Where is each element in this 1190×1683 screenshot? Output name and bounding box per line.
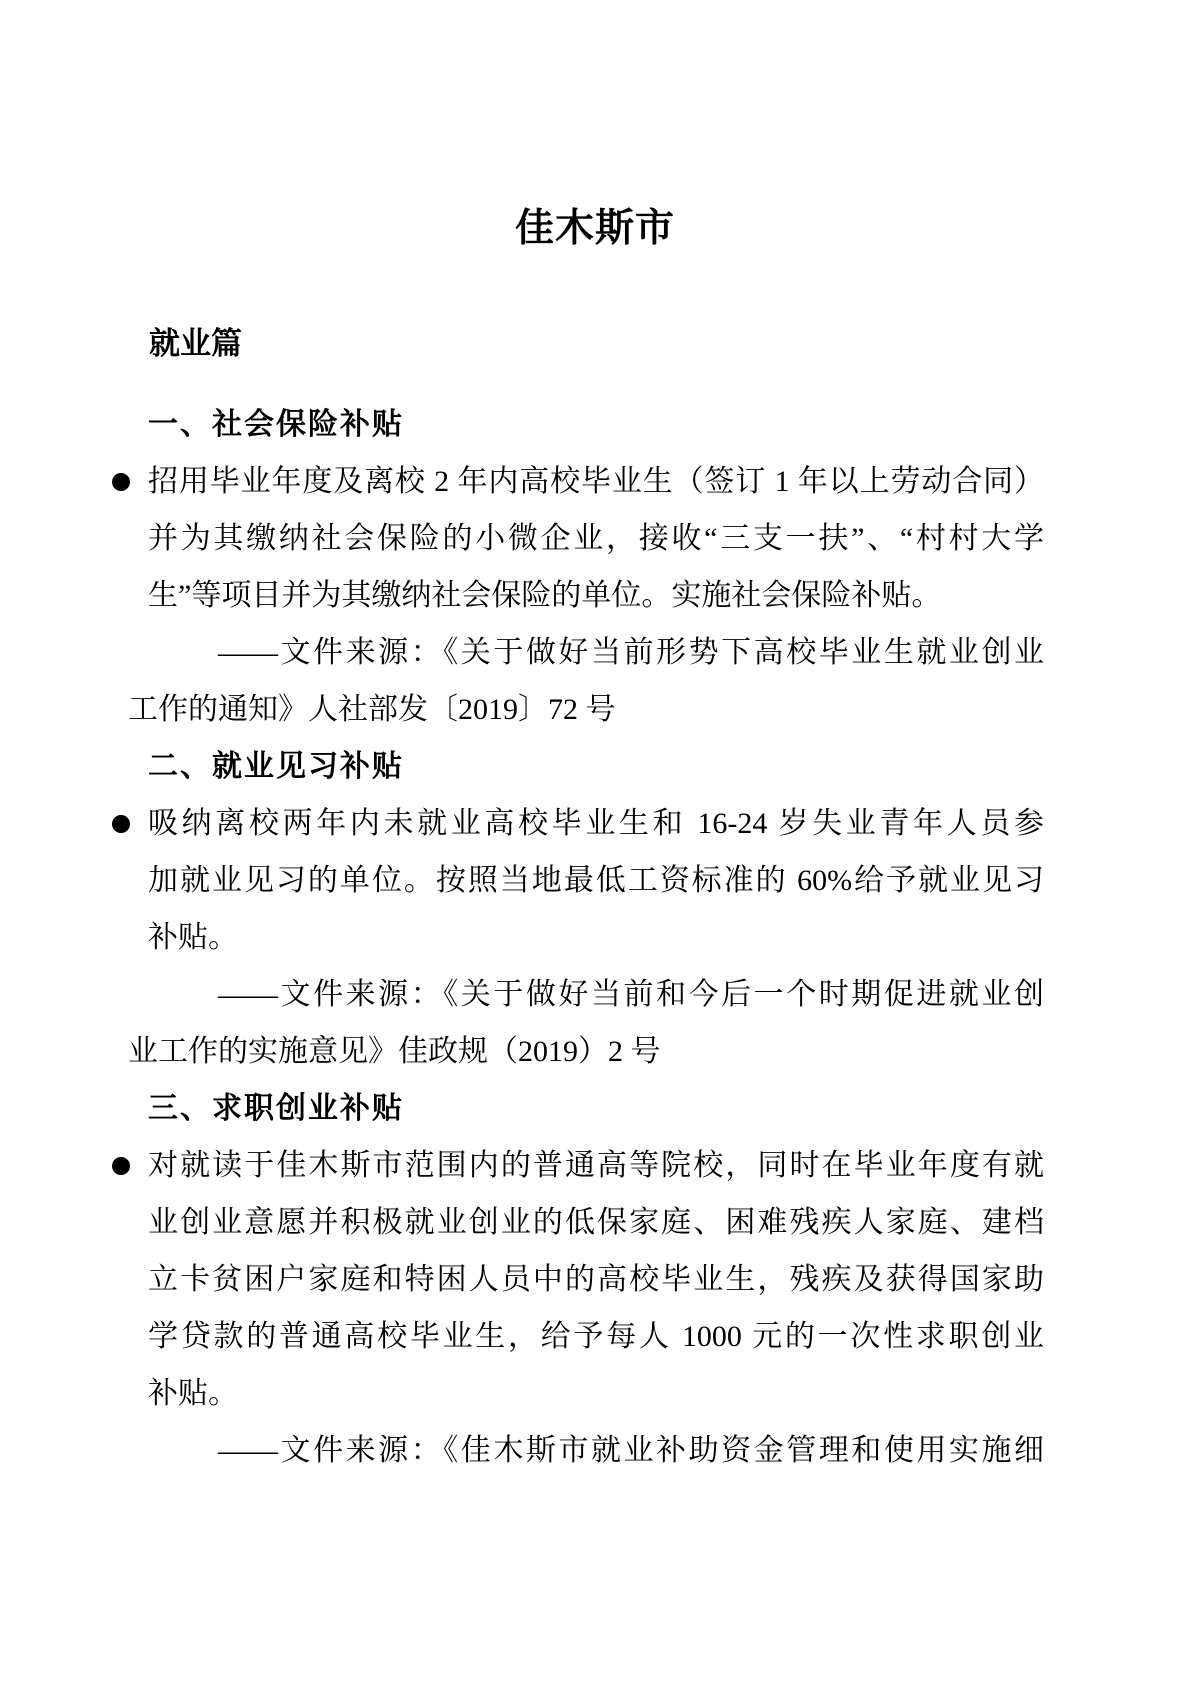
subsection-heading-3-text: 三、求职创业补贴	[148, 1092, 404, 1125]
text-line	[0, 1194, 1190, 1251]
text-line	[0, 567, 1190, 624]
text-line	[0, 852, 1190, 909]
text-line	[0, 510, 1190, 567]
citation-paragraph-3	[0, 1422, 1190, 1479]
citation-line-content: ——文件来源：《关于做好当前和今后一个时期促进就业创	[218, 978, 1044, 1011]
text-line-content: 吸纳离校两年内未就业高校毕业生和 16-24 岁失业青年人员参	[148, 807, 1044, 840]
text-line-content: 业创业意愿并积极就业创业的低保家庭、困难残疾人家庭、建档	[148, 1206, 1044, 1239]
subsection-heading-3	[0, 1080, 1190, 1137]
citation-line	[0, 1422, 1190, 1479]
text-line-content: 补贴。	[148, 1377, 238, 1410]
text-line	[0, 1365, 1190, 1422]
text-line	[0, 795, 1190, 852]
bullet-icon	[112, 815, 130, 833]
text-line-content: 立卡贫困户家庭和特困人员中的高校毕业生，残疾及获得国家助	[148, 1263, 1044, 1296]
subsection-heading-2	[0, 738, 1190, 795]
bullet-paragraph-1	[0, 453, 1190, 624]
text-line-content: 并为其缴纳社会保险的小微企业，接收“三支一扶”、“村村大学	[148, 522, 1044, 555]
text-line	[0, 453, 1190, 510]
subsection-heading-1-text: 一、社会保险补贴	[148, 408, 404, 441]
subsection-heading-2-text: 二、就业见习补贴	[148, 750, 404, 783]
text-line	[0, 1251, 1190, 1308]
text-line-content: 加就业见习的单位。按照当地最低工资标准的 60%给予就业见习	[148, 864, 1044, 897]
citation-line-content: ——文件来源：《佳木斯市就业补助资金管理和使用实施细	[218, 1434, 1044, 1467]
section-heading: 就业篇	[149, 326, 242, 361]
text-line-content: 学贷款的普通高校毕业生，给予每人 1000 元的一次性求职创业	[148, 1320, 1044, 1353]
text-line	[0, 909, 1190, 966]
text-line-content: 生”等项目并为其缴纳社会保险的单位。实施社会保险补贴。	[148, 579, 942, 612]
citation-line-content: 业工作的实施意见》佳政规（2019）2 号	[128, 1035, 661, 1068]
text-line-content: 补贴。	[148, 921, 238, 954]
bullet-paragraph-2	[0, 795, 1190, 966]
bullet-paragraph-3	[0, 1137, 1190, 1422]
citation-line-content: 工作的通知》人社部发〔2019〕72 号	[128, 693, 616, 726]
bullet-icon	[112, 1157, 130, 1175]
citation-paragraph-1	[0, 624, 1190, 738]
bullet-icon	[112, 473, 130, 491]
text-line-content: 对就读于佳木斯市范围内的普通高等院校，同时在毕业年度有就	[148, 1149, 1044, 1182]
citation-paragraph-2	[0, 966, 1190, 1080]
citation-line	[0, 681, 1190, 738]
citation-line	[0, 1023, 1190, 1080]
citation-line-content: ——文件来源：《关于做好当前形势下高校毕业生就业创业	[218, 636, 1044, 669]
page-title: 佳木斯市	[514, 207, 675, 250]
citation-line	[0, 966, 1190, 1023]
document-body	[0, 396, 1190, 1479]
text-line-content: 招用毕业年度及离校 2 年内高校毕业生（签订 1 年以上劳动合同）	[148, 465, 1044, 498]
citation-line	[0, 624, 1190, 681]
text-line	[0, 1308, 1190, 1365]
subsection-heading-1	[0, 396, 1190, 453]
text-line	[0, 1137, 1190, 1194]
